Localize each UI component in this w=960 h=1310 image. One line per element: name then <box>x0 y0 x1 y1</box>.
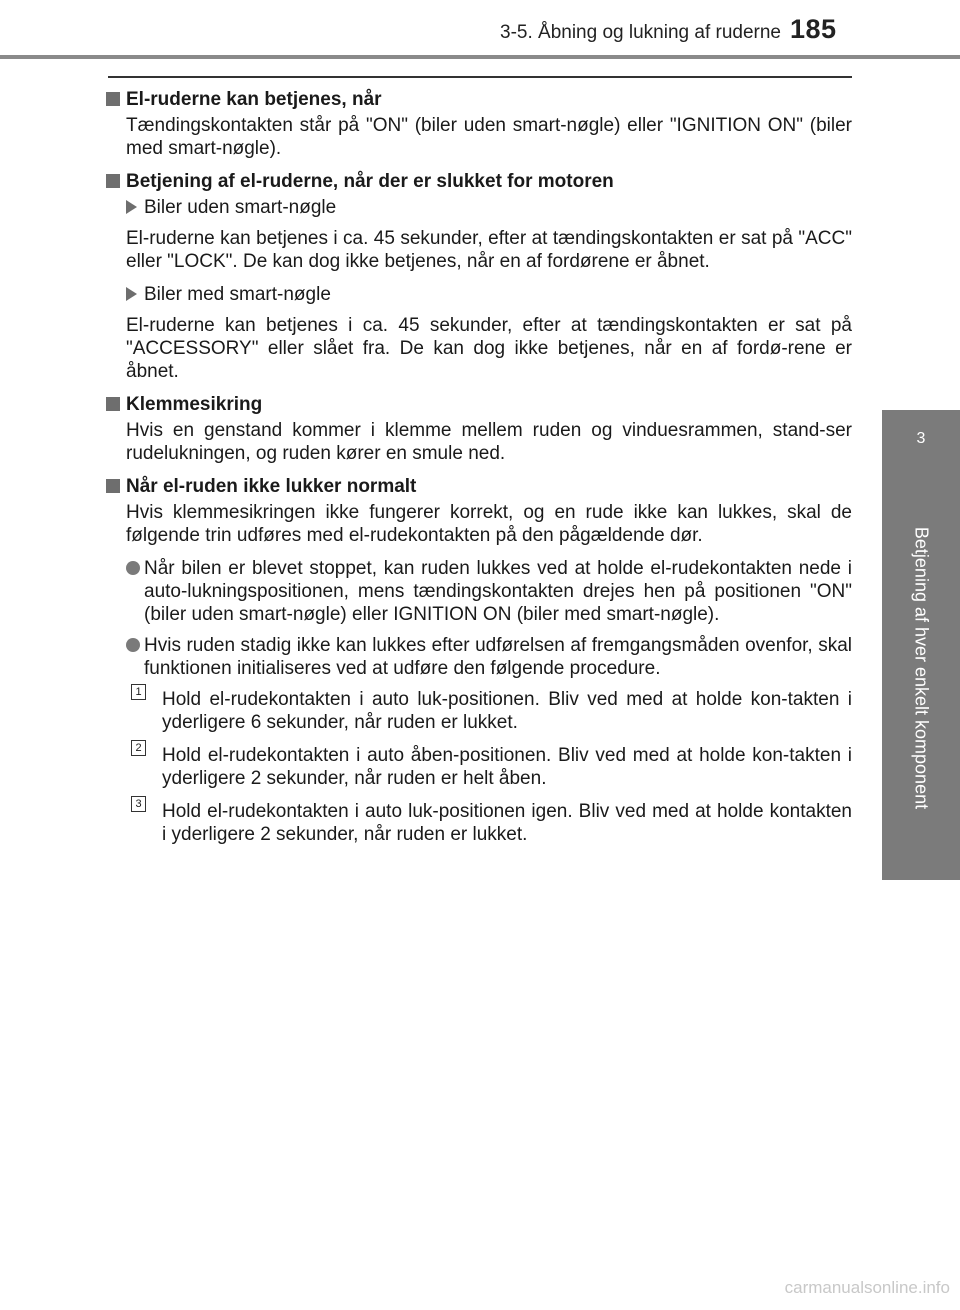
square-bullet-icon <box>106 479 120 493</box>
chapter-title: Betjening af hver enkelt komponent <box>911 526 932 810</box>
paragraph: Hvis klemmesikringen ikke fungerer korrekt, og en rude ikke kan lukkes, skal de følgende trin udføres med el-rudekontakten på den pågældende dør. <box>126 502 852 546</box>
bullet-item <box>126 634 852 680</box>
content-rule <box>108 76 852 78</box>
procedure-step <box>135 742 852 790</box>
step-text: Hold el-rudekontakten i auto åben-positionen. Bliv ved med at holde kon-takten i yderligere 2 sekunder, når ruden er helt åben. <box>162 745 852 789</box>
step-number: 1 <box>131 684 146 700</box>
circle-bullet-icon <box>126 638 140 652</box>
subheading-text: Biler med smart-nøgle <box>144 284 331 305</box>
chapter-number: 3 <box>916 430 926 447</box>
subheading <box>126 196 852 219</box>
procedure-step <box>135 686 852 734</box>
subheading <box>126 283 852 306</box>
procedure-step <box>135 798 852 846</box>
section-heading <box>104 170 852 193</box>
subheading-text: Biler uden smart-nøgle <box>144 197 337 218</box>
section-heading <box>104 393 852 416</box>
paragraph: El-ruderne kan betjenes i ca. 45 sekunder, efter at tændingskontakten er sat på "ACC" eller "LOCK". De kan dog ikke betjenes, når en af fordørene er åbnet. <box>126 228 852 272</box>
square-bullet-icon <box>106 397 120 411</box>
heading-text: Klemmesikring <box>126 394 263 415</box>
step-text: Hold el-rudekontakten i auto luk-positionen igen. Bliv ved med at holde kontakten i yderligere 2 sekunder, når ruden er lukket. <box>162 801 852 845</box>
section-heading <box>104 88 852 111</box>
square-bullet-icon <box>106 174 120 188</box>
paragraph: Tændingskontakten står på "ON" (biler uden smart-nøgle) eller "IGNITION ON" (biler med smart-nøgle). <box>126 115 852 159</box>
watermark: carmanualsonline.info <box>784 1278 950 1297</box>
circle-bullet-icon <box>126 561 140 575</box>
triangle-bullet-icon <box>126 287 137 301</box>
section-title: 3-5. Åbning og lukning af ruderne <box>500 22 781 43</box>
heading-text: Når el-ruden ikke lukker normalt <box>126 476 417 497</box>
step-number: 3 <box>131 796 146 812</box>
main-content <box>104 88 852 856</box>
section-heading <box>104 475 852 498</box>
paragraph: Hvis en genstand kommer i klemme mellem ruden og vinduesrammen, stand-ser rudelukningen, og ruden kører en smule ned. <box>126 420 852 464</box>
bullet-item <box>126 557 852 626</box>
bullet-text: Hvis ruden stadig ikke kan lukkes efter udførelsen af fremgangsmåden ovenfor, skal funktionen initialiseres ved at udføre den følgende procedure. <box>144 635 852 679</box>
header-rule <box>0 55 960 59</box>
triangle-bullet-icon <box>126 200 137 214</box>
bullet-text: Når bilen er blevet stoppet, kan ruden lukkes ved at holde el-rudekontakten nede i auto-lukningspositionen, mens tændingskontakten drejes hen på positionen "ON" (biler uden smart-nøgle) eller IGNITION ON (biler med smart-nøgle). <box>144 558 852 625</box>
page-number: 185 <box>790 14 837 44</box>
heading-text: El-ruderne kan betjenes, når <box>126 89 382 110</box>
square-bullet-icon <box>106 92 120 106</box>
paragraph: El-ruderne kan betjenes i ca. 45 sekunder, efter at tændingskontakten er sat på "ACCESSORY" eller slået fra. De kan dog ikke betjenes, når en af fordø-rene er åbnet. <box>126 315 852 382</box>
heading-text: Betjening af el-ruderne, når der er slukket for motoren <box>126 171 614 192</box>
step-number: 2 <box>131 740 146 756</box>
step-text: Hold el-rudekontakten i auto luk-positionen. Bliv ved med at holde kon-takten i yderligere 6 sekunder, når ruden er lukket. <box>162 689 852 733</box>
